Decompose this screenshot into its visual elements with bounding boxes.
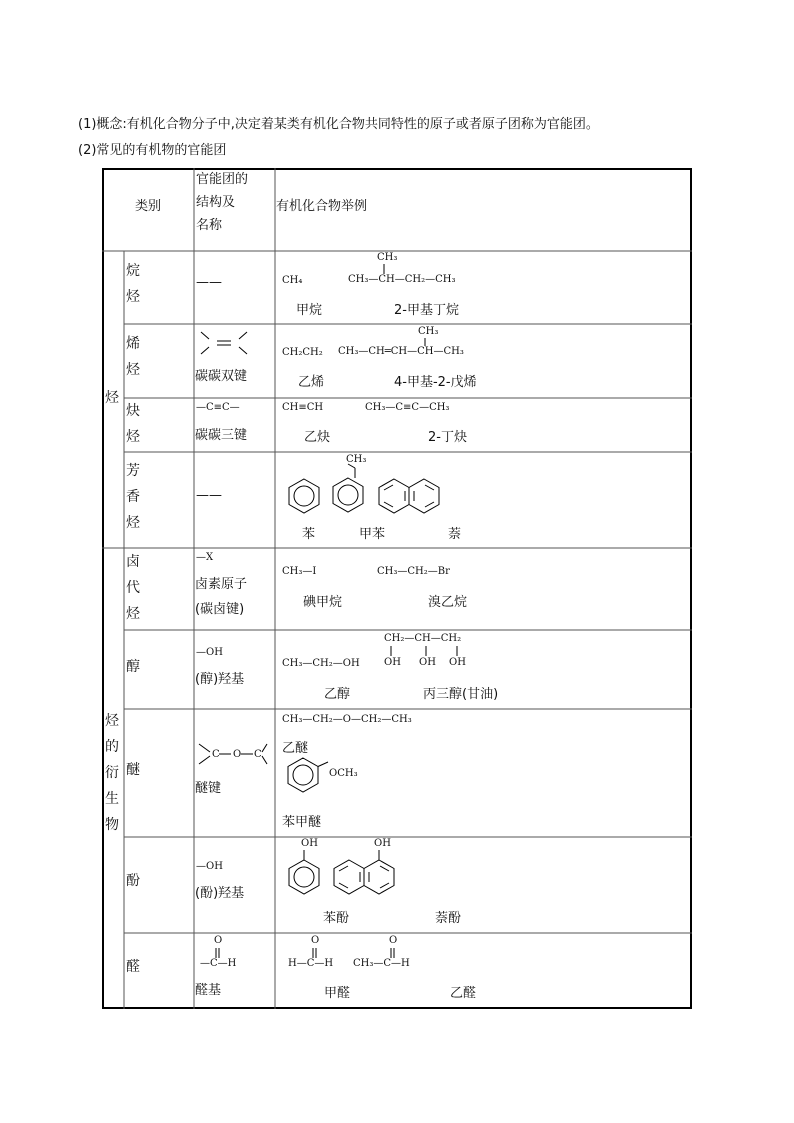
acetaldehyde-o: O: [389, 935, 398, 946]
cat-aldehyde: [124, 954, 142, 980]
table-grid: [102, 168, 692, 1009]
name-methane: 甲烷: [296, 303, 323, 318]
name-naphthalene: 萘: [448, 527, 462, 542]
formaldehyde-o: O: [311, 935, 320, 946]
glycerol-chain: CH₂—CH—CH₂: [384, 633, 462, 644]
cat-char: 烃: [126, 362, 140, 378]
header-fg-line3: 名称: [196, 218, 223, 233]
group-hydrocarbon: 烃: [105, 390, 119, 406]
ether-c2: C: [254, 749, 262, 760]
ether-c1: C: [212, 749, 220, 760]
name-methylbutane: 2-甲基丁烷: [394, 303, 459, 318]
fg-alcohol-name: (醇)羟基: [195, 672, 245, 687]
derivative-char: 衍: [105, 765, 119, 781]
cat-char: 芳: [126, 463, 140, 479]
header-fg-line2: 结构及: [196, 195, 236, 210]
formula-ethanol: CH₃—CH₂—OH: [282, 658, 360, 669]
name-bromoethane: 溴乙烷: [428, 595, 468, 610]
anisole-substituent: OCH₃: [329, 768, 358, 779]
formula-bromoethane: CH₃—CH₂—Br: [377, 566, 450, 577]
fg-alkane: ——: [196, 275, 222, 290]
name-methylpentene: 4-甲基-2-戊烯: [394, 375, 477, 390]
fg-phenol-name: (酚)羟基: [195, 886, 245, 901]
fg-aromatic: ——: [196, 488, 222, 503]
cat-alkene: [124, 331, 142, 383]
cat-alkane: [124, 258, 142, 310]
functional-group-table: [102, 168, 692, 1009]
name-iodomethane: 碘甲烷: [303, 595, 343, 610]
fg-aldehyde-struct: —C—H: [200, 958, 237, 969]
carbonyl-double-bond: [312, 948, 318, 958]
cat-alcohol: [124, 654, 142, 680]
name-phenol: 苯酚: [323, 911, 350, 926]
name-glycerol: 丙三醇(甘油): [423, 687, 499, 702]
header-examples: 有机化合物举例: [276, 199, 368, 214]
name-acetylene: 乙炔: [304, 430, 331, 445]
derivative-char: 烃: [105, 713, 119, 729]
derivative-char: 的: [105, 739, 119, 755]
derivative-char: 生: [105, 791, 119, 807]
fg-alcohol-struct: —OH: [196, 647, 223, 658]
naphthol-ring-icon: [332, 850, 396, 900]
fg-alkyne-name: 碳碳三键: [195, 428, 248, 443]
naphthol-oh: OH: [374, 838, 391, 849]
fg-ether-name: 醚键: [195, 781, 222, 796]
cat-char: 代: [126, 580, 140, 596]
formula-methylbutane: CH₃—CH—CH₂—CH₃: [348, 274, 456, 285]
formula-formaldehyde: H—C—H: [288, 958, 334, 969]
formula-methylpentene: CH₃—CH═CH—CH—CH₃: [338, 346, 464, 357]
cat-ether: [124, 757, 142, 783]
name-benzene: 苯: [302, 527, 316, 542]
cat-char: 醚: [126, 762, 140, 778]
glycerol-oh: OH: [384, 657, 401, 668]
carbonyl-double-bond: [390, 948, 396, 958]
formula-acetaldehyde: CH₃—C—H: [353, 958, 410, 969]
methylbutane-branch: CH₃: [377, 252, 398, 263]
subheading: (2)常见的有机物的官能团: [78, 143, 227, 158]
formula-acetylene: CH≡CH: [282, 402, 324, 413]
header-functional-group: [196, 170, 248, 235]
fg-aldehyde-name: 醛基: [195, 983, 222, 998]
branch-bond: [383, 264, 385, 274]
cat-char: 烃: [126, 515, 140, 531]
naphthalene-ring-icon: [377, 477, 441, 515]
cat-char: 烷: [126, 263, 140, 279]
formula-methane: CH₄: [282, 275, 303, 286]
name-ethanol: 乙醇: [324, 687, 351, 702]
formula-butyne: CH₃—C≡C—CH₃: [365, 402, 450, 413]
header-category: 类别: [135, 199, 162, 214]
cat-halide: [124, 549, 142, 627]
fg-halide-name: 卤素原子: [195, 577, 248, 592]
methylpentene-branch: CH₃: [418, 326, 439, 337]
name-anisole: 苯甲醚: [282, 815, 322, 830]
derivative-char: 物: [105, 817, 119, 833]
fg-phenol-struct: —OH: [196, 861, 223, 872]
formula-diethyl-ether: CH₃—CH₂—O—CH₂—CH₃: [282, 714, 412, 725]
name-diethyl-ether: 乙醚: [282, 741, 309, 756]
fg-halide-struct: —X: [196, 552, 214, 563]
phenol-oh: OH: [301, 838, 318, 849]
cat-char: 烃: [126, 606, 140, 622]
name-acetaldehyde: 乙醛: [450, 986, 477, 1001]
cat-aromatic: [124, 458, 142, 536]
cat-char: 醇: [126, 659, 140, 675]
cat-char: 烯: [126, 336, 140, 352]
cat-char: 卤: [126, 554, 140, 570]
formula-iodomethane: CH₃—I: [282, 566, 317, 577]
fg-alkyne-struct: —C≡C—: [196, 402, 240, 413]
name-toluene: 甲苯: [359, 527, 386, 542]
cat-char: 酚: [126, 873, 140, 889]
ether-o: O: [233, 749, 242, 760]
concept-paragraph: (1)概念:有机化合物分子中,决定着某类有机化合物共同特性的原子或者原子团称为官能团。: [78, 117, 599, 132]
cat-char: 醛: [126, 959, 140, 975]
fg-alkene-name: 碳碳双键: [195, 369, 248, 384]
cat-alkyne: [124, 398, 142, 450]
group-derivative: [103, 708, 121, 838]
glycerol-oh: OH: [419, 657, 436, 668]
formula-ethylene: CH₂CH₂: [282, 347, 323, 358]
fg-halide-name2: (碳卤键): [195, 602, 245, 617]
cat-phenol: [124, 868, 142, 894]
cat-char: 烃: [126, 289, 140, 305]
name-naphthol: 萘酚: [435, 911, 462, 926]
header-fg-line1: 官能团的: [196, 172, 249, 187]
name-formaldehyde: 甲醛: [324, 986, 351, 1001]
glycerol-oh: OH: [449, 657, 466, 668]
toluene-ring-icon: [331, 464, 365, 516]
toluene-methyl: CH₃: [346, 454, 367, 465]
cat-char: 烃: [126, 429, 140, 445]
benzene-ring-icon: [287, 477, 321, 515]
phenol-ring-icon: [287, 850, 321, 900]
aldehyde-fg-o: O: [214, 935, 223, 946]
name-ethylene: 乙烯: [298, 375, 325, 390]
carbonyl-double-bond: [215, 948, 221, 958]
cat-char: 炔: [126, 403, 140, 419]
cat-char: 香: [126, 489, 140, 505]
branch-bond: [424, 338, 426, 346]
name-butyne: 2-丁炔: [428, 430, 467, 445]
